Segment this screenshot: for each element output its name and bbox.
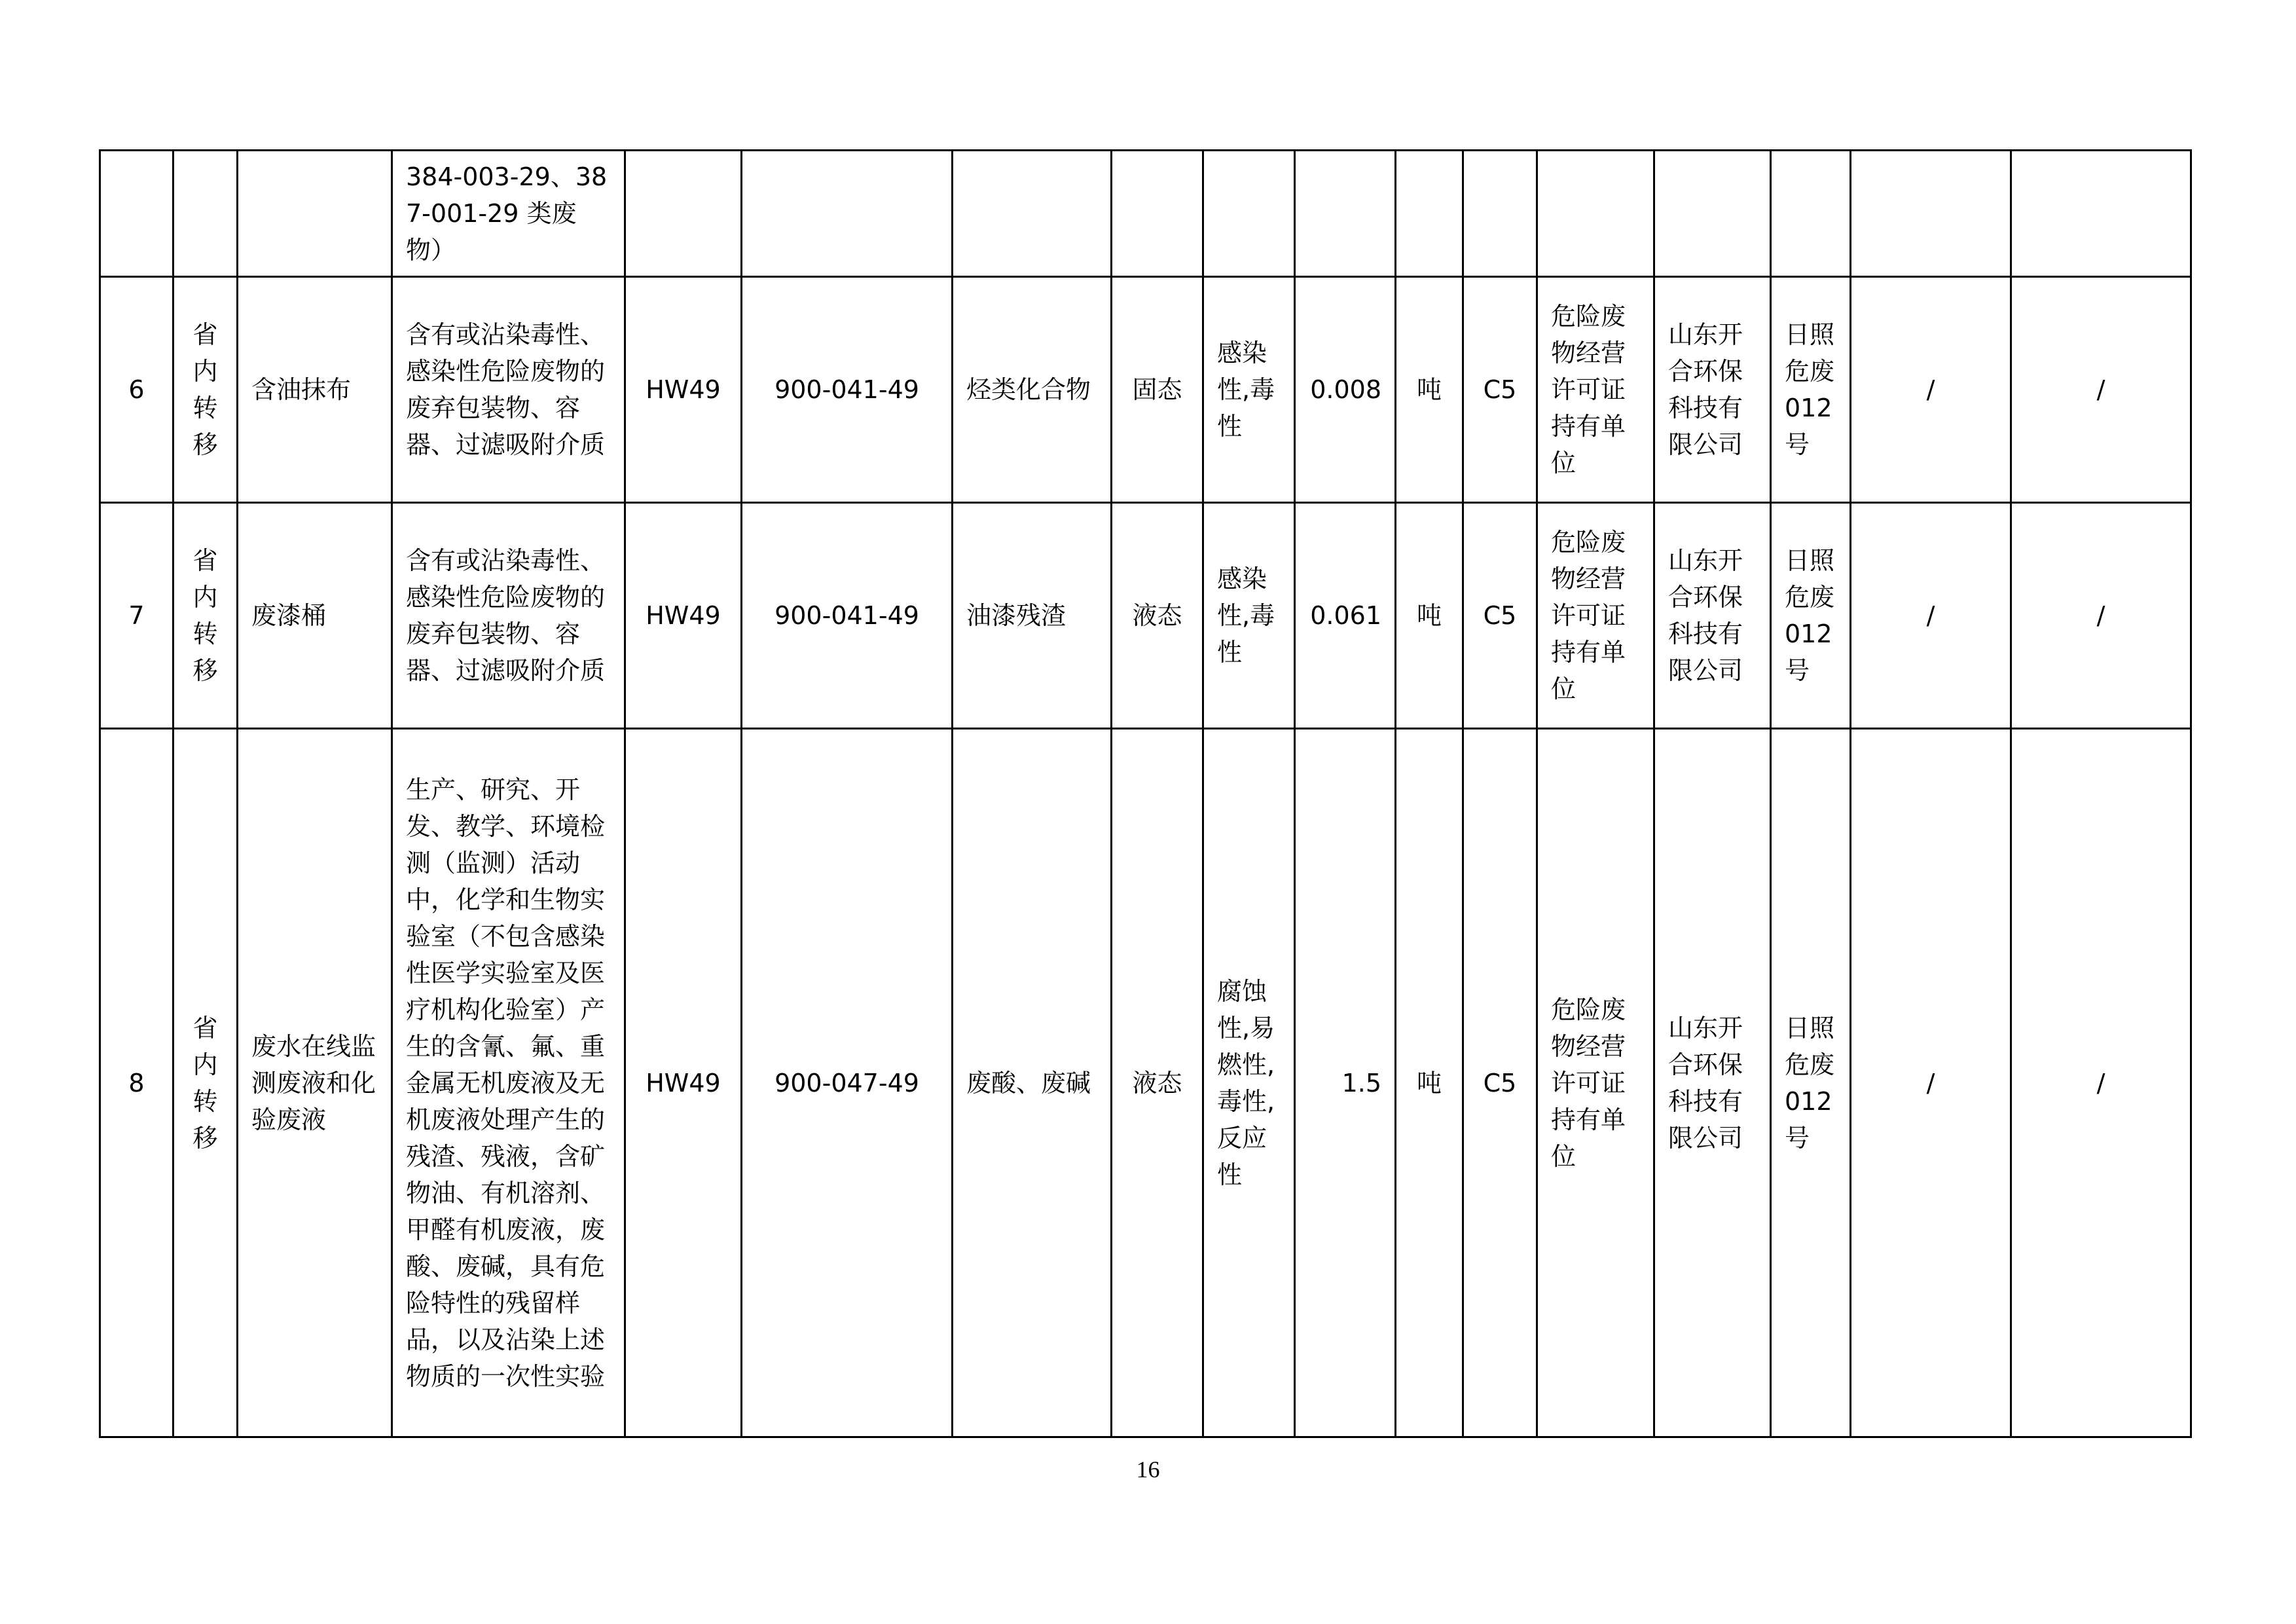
page-number: 16 [1136, 1456, 1160, 1483]
cell-disposal-method [1463, 151, 1537, 277]
cell-disposal-method: C5 [1463, 277, 1537, 503]
cell-description: 生产、研究、开发、教学、环境检测（监测）活动中，化学和生物实验室（不包含感染性医学实验室及医疗机构化验室）产生的含氰、氟、重金属无机废液及无机废液处理产生的残渣、残液，含矿物油、有机溶剂、甲醛有机废液，废酸、废碱，具有危险特性的残留样品，以及沾染上述物质的一次性实验 [392, 729, 625, 1437]
cell-col-14: / [1851, 277, 2011, 503]
cell-disposal-method: C5 [1463, 503, 1537, 729]
cell-no: 6 [100, 277, 173, 503]
cell-code: 900-041-49 [742, 503, 953, 729]
cell-waste-name [238, 151, 392, 277]
cell-col-14: / [1851, 729, 2011, 1437]
cell-description: 含有或沾染毒性、感染性危险废物的废弃包装物、容器、过滤吸附介质 [392, 277, 625, 503]
cell-category: HW49 [625, 503, 742, 729]
cell-receiver: 山东开合环保科技有限公司 [1654, 277, 1771, 503]
cell-receiver-type: 危险废物经营许可证持有单位 [1537, 503, 1654, 729]
cell-no: 8 [100, 729, 173, 1437]
cell-transfer-type: 省内转移 [173, 729, 238, 1437]
cell-form: 液态 [1112, 729, 1203, 1437]
cell-form: 液态 [1112, 503, 1203, 729]
cell-unit: 吨 [1396, 729, 1463, 1437]
table-row-continuation [100, 151, 2191, 277]
table-row [100, 277, 2191, 503]
cell-receiver: 山东开合环保科技有限公司 [1654, 503, 1771, 729]
cell-waste-name: 废水在线监测废液和化验废液 [238, 729, 392, 1437]
cell-no: 7 [100, 503, 173, 729]
cell-license: 日照危废012号 [1771, 503, 1851, 729]
cell-receiver-type: 危险废物经营许可证持有单位 [1537, 277, 1654, 503]
cell-description: 含有或沾染毒性、感染性危险废物的废弃包装物、容器、过滤吸附介质 [392, 503, 625, 729]
cell-description: 384-003-29、387-001-29 类废物） [392, 151, 625, 277]
cell-waste-name: 废漆桶 [238, 503, 392, 729]
cell-receiver-type [1537, 151, 1654, 277]
cell-unit [1396, 151, 1463, 277]
cell-category: HW49 [625, 277, 742, 503]
cell-quantity: 0.061 [1295, 503, 1396, 729]
cell-transfer-type [173, 151, 238, 277]
cell-col-15 [2011, 151, 2191, 277]
table-row [100, 729, 2191, 1437]
cell-code [742, 151, 953, 277]
cell-unit: 吨 [1396, 277, 1463, 503]
cell-license [1771, 151, 1851, 277]
cell-col-14: / [1851, 503, 2011, 729]
cell-col-15: / [2011, 503, 2191, 729]
table-row [100, 503, 2191, 729]
hazardous-waste-table [99, 149, 2192, 1438]
cell-waste-name: 含油抹布 [238, 277, 392, 503]
cell-code: 900-047-49 [742, 729, 953, 1437]
cell-harmful-component: 油漆残渣 [953, 503, 1112, 729]
cell-receiver: 山东开合环保科技有限公司 [1654, 729, 1771, 1437]
cell-code: 900-041-49 [742, 277, 953, 503]
cell-disposal-method: C5 [1463, 729, 1537, 1437]
cell-receiver [1654, 151, 1771, 277]
cell-harmful-component: 烃类化合物 [953, 277, 1112, 503]
cell-license: 日照危废012号 [1771, 277, 1851, 503]
cell-hazard [1203, 151, 1295, 277]
cell-no [100, 151, 173, 277]
cell-col-15: / [2011, 277, 2191, 503]
cell-category [625, 151, 742, 277]
cell-hazard: 感染性,毒性 [1203, 277, 1295, 503]
cell-harmful-component [953, 151, 1112, 277]
cell-quantity: 0.008 [1295, 277, 1396, 503]
cell-transfer-type: 省内转移 [173, 503, 238, 729]
cell-harmful-component: 废酸、废碱 [953, 729, 1112, 1437]
cell-category: HW49 [625, 729, 742, 1437]
cell-license: 日照危废012号 [1771, 729, 1851, 1437]
cell-quantity: 1.5 [1295, 729, 1396, 1437]
cell-hazard: 腐蚀性,易燃性,毒性,反应性 [1203, 729, 1295, 1437]
cell-form: 固态 [1112, 277, 1203, 503]
cell-unit: 吨 [1396, 503, 1463, 729]
cell-form [1112, 151, 1203, 277]
cell-col-15: / [2011, 729, 2191, 1437]
cell-hazard: 感染性,毒性 [1203, 503, 1295, 729]
cell-quantity [1295, 151, 1396, 277]
cell-transfer-type: 省内转移 [173, 277, 238, 503]
cell-col-14 [1851, 151, 2011, 277]
cell-receiver-type: 危险废物经营许可证持有单位 [1537, 729, 1654, 1437]
